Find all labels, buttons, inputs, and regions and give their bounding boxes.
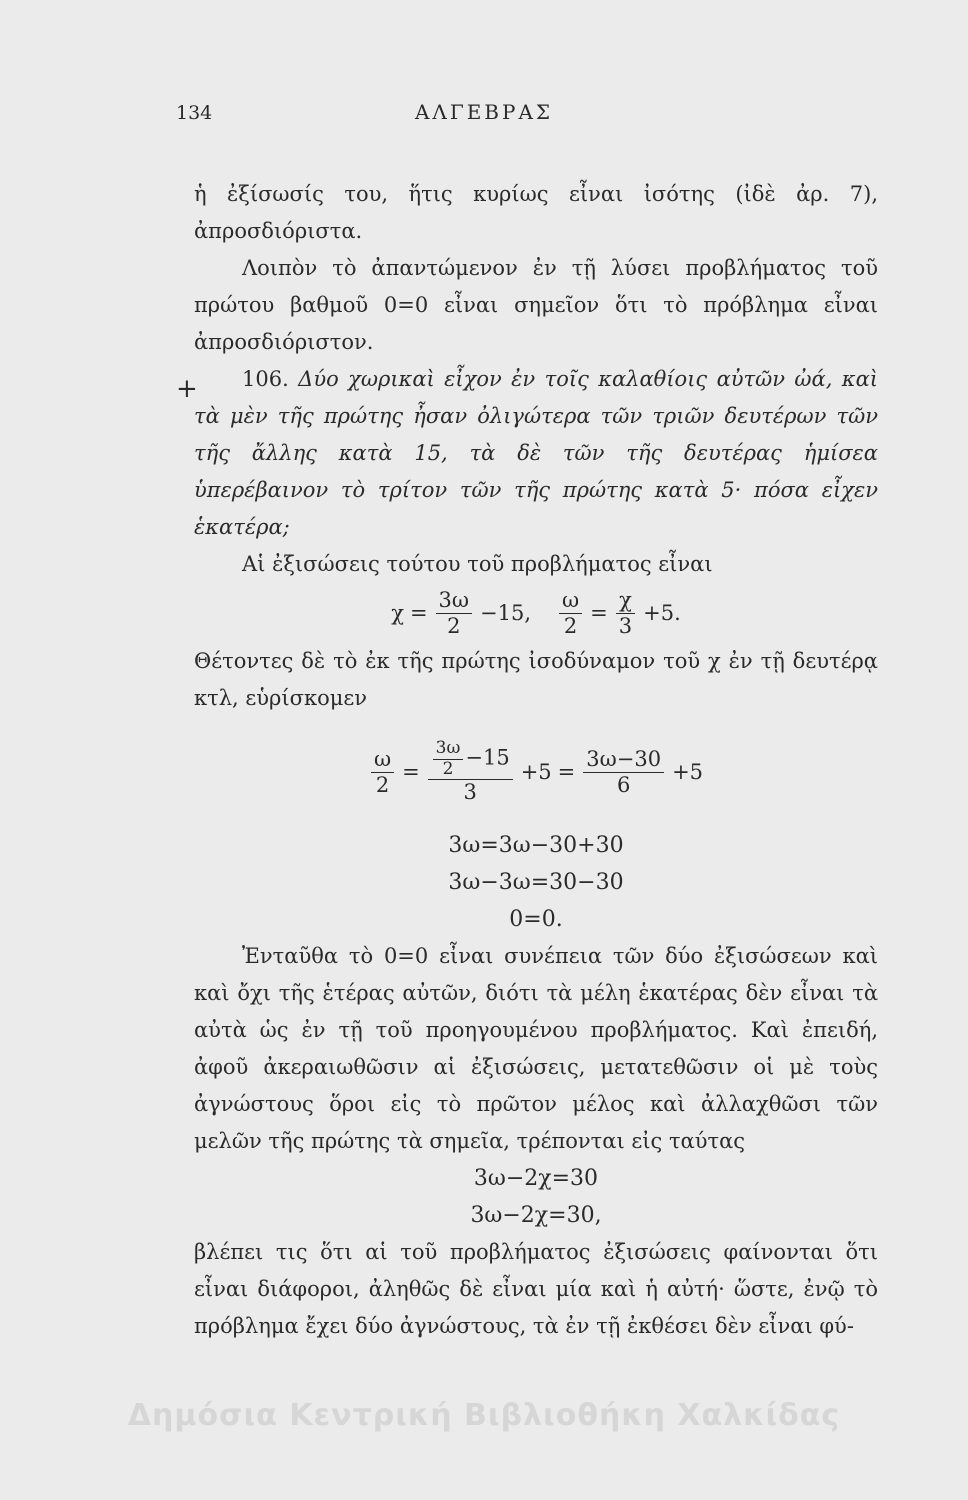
eq2-big-num — [428, 739, 513, 780]
eq1-fraction — [436, 588, 473, 637]
eq2-inner-den: 2 — [442, 758, 454, 779]
eq1b-tail: +5. — [643, 600, 681, 625]
equals-sign: = — [557, 759, 576, 784]
eq1b-rhs — [616, 588, 635, 637]
eq1b-lhs-den: 2 — [563, 613, 578, 638]
equals-sign: = — [590, 600, 608, 625]
eq2-inner-tail: −15 — [465, 745, 510, 770]
problem-number: 106. — [242, 367, 289, 391]
equals-sign: = — [409, 600, 428, 625]
paragraph-2: Λοιπὸν τὸ ἀπαντώμενον ἐν τῇ λύσει προβλήματος τοῦ πρώτου βαθμοῦ 0=0 εἶναι σημεῖον ὅτι τὸ πρόβλημα εἶναι ἀπροσδιόριστον. — [194, 256, 878, 354]
final-equation: 3ω−2χ=30, — [470, 1203, 602, 1228]
eq1b-rhs-num: χ — [616, 588, 635, 613]
eq2-lhs-den: 2 — [375, 772, 390, 797]
paragraph-3: Ἐνταῦθα τὸ 0=0 εἶναι συνέπεια τῶν δύο ἐξισώσεων καὶ καὶ ὄχι τῆς ἑτέρας αὐτῶν, διότι τὰ μέλη ἑκατέρας δὲν εἶναι τὰ αὐτὰ ὡς ἐν τῇ τοῦ προηγουμένου προβλήματος. Καὶ ἐπειδή, ἀφοῦ ἀκεραιωθῶσιν αἱ ἐξισώσεις, μετατεθῶσιν οἱ μὲ τοὺς ἀγνώστους ὅροι εἰς τὸ πρῶτον μέλος καὶ ἀλλαχθῶσι τῶν μελῶν τῆς πρώτης τὰ σημεῖα, τρέπονται εἰς ταύτας — [194, 944, 878, 1153]
final-equation: 3ω−2χ=30 — [473, 1166, 599, 1191]
paragraph-1: ἡ ἐξίσωσίς του, ἥτις κυρίως εἶναι ἰσότης (ἰδὲ ἀρ. 7), ἀπροσδιόριστα. — [194, 182, 878, 243]
eq2-inner-fraction — [433, 739, 464, 779]
eq1-tail: −15, — [480, 600, 532, 625]
library-watermark: Δημόσια Κεντρική Βιβλιοθήκη Χαλκίδας — [127, 1398, 841, 1433]
equals-sign: = — [402, 759, 420, 784]
margin-mark: + — [176, 374, 198, 404]
equation-line: 3ω=3ω−30+30 — [448, 833, 624, 858]
eq2-plus5: +5 — [520, 759, 552, 784]
eq2-rhs-tail: +5 — [672, 759, 704, 784]
eq2-big-fraction — [428, 739, 513, 804]
eq2-lhs-num: ω — [371, 747, 394, 772]
eq1-lhs: χ — [391, 600, 404, 625]
eq1b-rhs-den: 3 — [618, 613, 633, 638]
equations-intro: Αἱ ἐξισώσεις τούτου τοῦ προβλήματος εἶναι — [242, 552, 713, 576]
substitution-text: Θέτοντες δὲ τὸ ἐκ τῆς πρώτης ἰσοδύναμον τοῦ χ ἐν τῇ δευτέρᾳ κτλ, εὑρίσκομεν — [194, 649, 878, 710]
eq2-lhs — [371, 747, 394, 796]
paragraph-4: βλέπει τις ὅτι αἱ τοῦ προβλήματος ἐξισώσεις φαίνονται ὅτι εἶναι διάφοροι, ἀληθῶς δὲ εἶναι μία καὶ ἡ αὐτή· ὥστε, ἐνῷ τὸ πρόβλημα ἔχει δύο ἀγνώστους, τὰ ἐν τῇ ἐκθέσει δὲν εἶναι φύ- — [194, 1240, 878, 1338]
eq1-den: 2 — [447, 613, 461, 638]
problem-106 — [194, 361, 878, 546]
eq1b-lhs — [559, 588, 582, 637]
compound-equation — [194, 717, 878, 827]
eq2-rhs-num: 3ω−30 — [583, 747, 664, 772]
eq1b-lhs-num: ω — [559, 588, 582, 613]
equation-line: 0=0. — [509, 907, 563, 932]
equation-system — [194, 583, 878, 643]
eq2-big-den: 3 — [463, 780, 477, 805]
page-number: 134 — [176, 102, 213, 124]
running-head: ΑΛΓΕΒΡΑΣ — [414, 100, 554, 124]
eq2-inner-num: 3ω — [433, 739, 464, 760]
eq2-rhs — [583, 747, 664, 796]
eq1-num: 3ω — [436, 588, 473, 613]
problem-text: Δύο χωρικαὶ εἶχον ἐν τοῖς καλαθίοις αὐτῶν ὠά, καὶ τὰ μὲν τῆς πρώτης ἦσαν ὀλιγώτερα τῶν τριῶν δευτέρων τῶν τῆς ἄλλης κατὰ 15, τὰ δὲ τῶν τῆς δευτέρας ἡμίσεα ὑπερέβαινον τὸ τρίτον τῶν τῆς πρώτης κατὰ 5· πόσα εἶχεν ἑκατέρα; — [194, 367, 878, 539]
eq2-rhs-den: 6 — [616, 772, 631, 797]
page-body — [194, 176, 878, 1345]
equation-line: 3ω−3ω=30−30 — [448, 870, 624, 895]
